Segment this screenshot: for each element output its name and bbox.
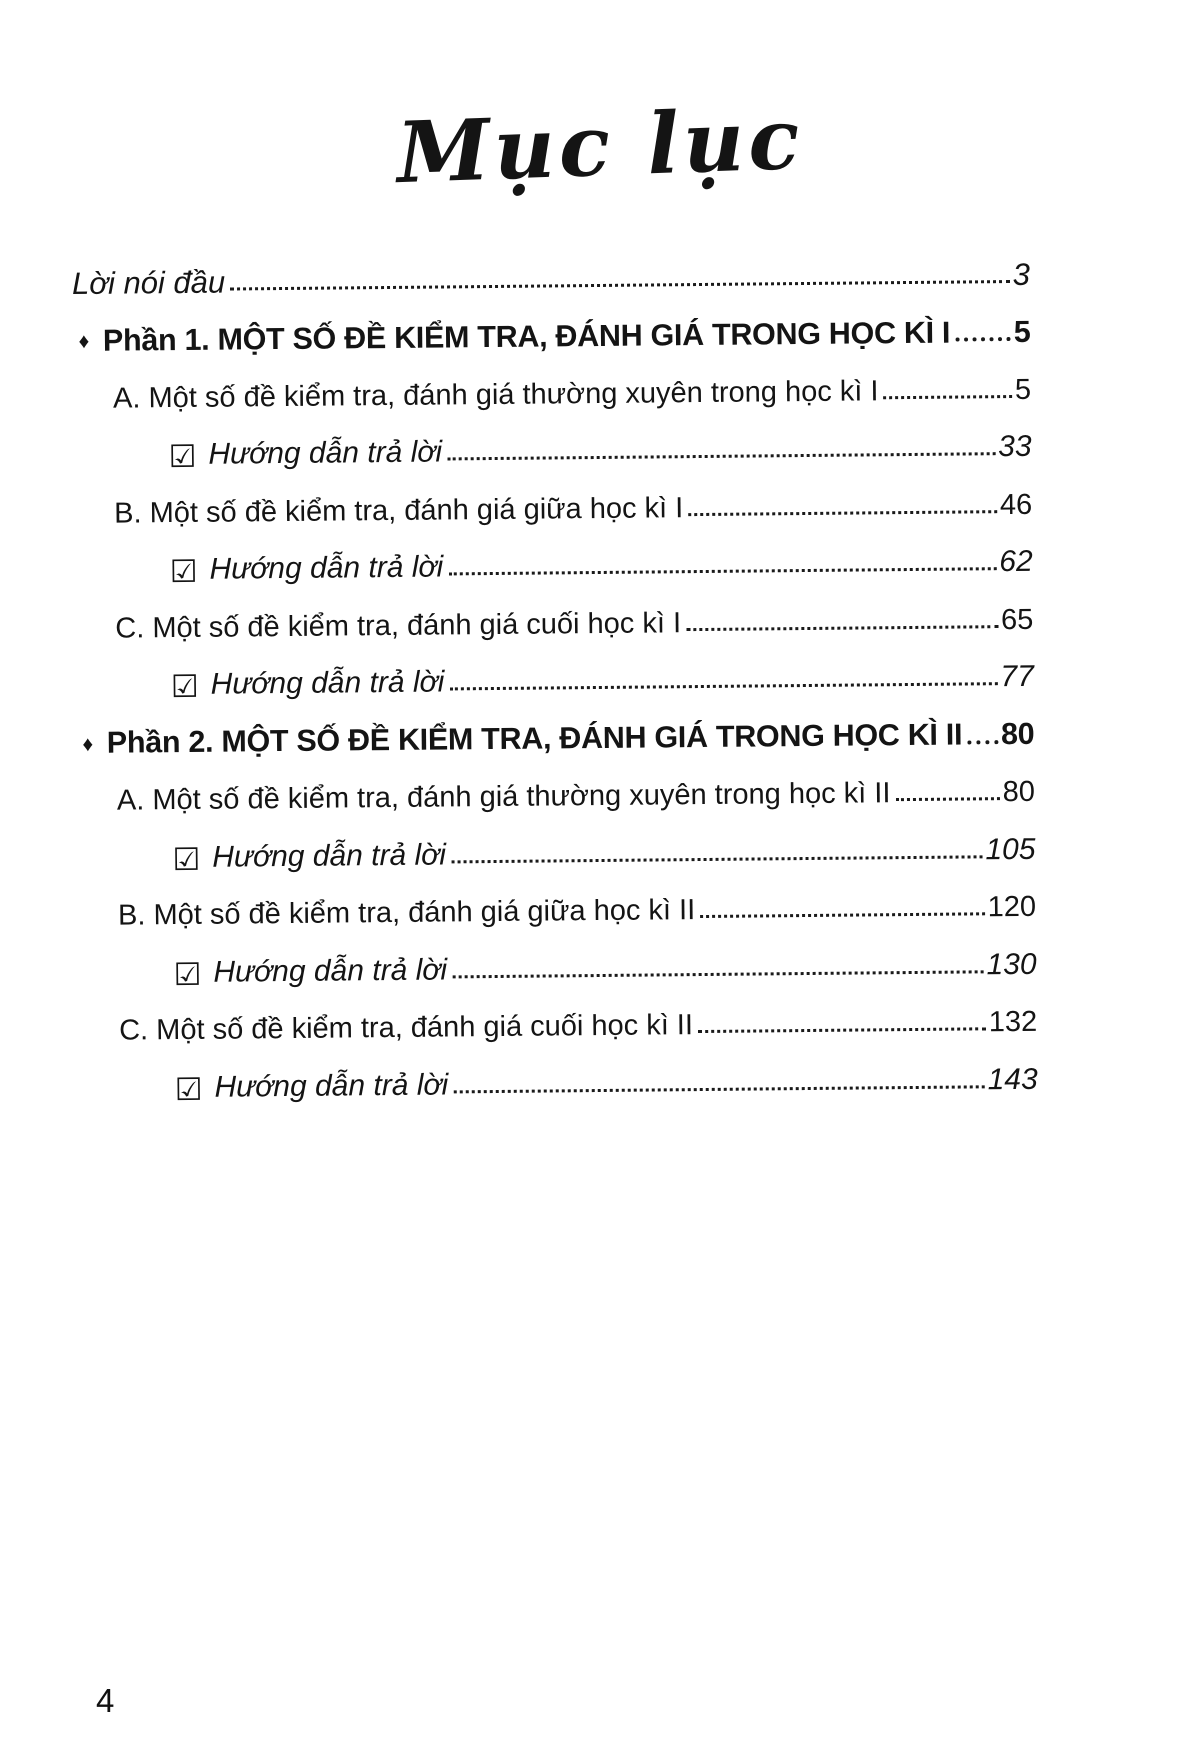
toc-entry-part-2 (76, 707, 1035, 774)
diamond-bullet-icon: ♦ (78, 329, 90, 353)
toc-entry-page: 132 (988, 1005, 1038, 1039)
toc-entry-page: 65 (1000, 603, 1034, 636)
toc-entry-page: 62 (999, 544, 1033, 579)
toc-entry-label: B. Một số đề kiểm tra, đánh giá giữa học kì II (117, 894, 696, 932)
toc-entry-page: 5 (1013, 314, 1031, 349)
dot-leader (967, 740, 998, 744)
table-of-contents (72, 247, 1038, 1119)
dot-leader (895, 797, 999, 801)
dot-leader (698, 1027, 986, 1033)
toc-entry-page: 46 (999, 488, 1033, 521)
page-number: 4 (96, 1682, 115, 1719)
checked-checkbox-icon: ☑ (173, 956, 202, 992)
toc-entry-page: 143 (987, 1062, 1038, 1096)
toc-entry-section (78, 879, 1037, 946)
toc-entry-label: B. Một số đề kiểm tra, đánh giá giữa học kì I (114, 491, 684, 530)
toc-entry-label: Hướng dẫn trả lời (213, 952, 448, 989)
checked-checkbox-icon: ☑ (168, 438, 197, 475)
toc-entry-guide (78, 937, 1037, 1004)
toc-entry-label: C. Một số đề kiểm tra, đánh giá cuối học kì II (119, 1009, 694, 1047)
dot-leader (700, 912, 984, 918)
toc-entry-guide (76, 649, 1035, 716)
checked-checkbox-icon: ☑ (174, 1071, 203, 1107)
toc-entry-page: 77 (1000, 659, 1034, 694)
dot-leader (230, 280, 1010, 290)
toc-entry-section (74, 477, 1033, 544)
toc-entry-page: 33 (998, 429, 1032, 464)
toc-entry-label: C. Một số đề kiểm tra, đánh giá cuối học kì I (115, 606, 682, 645)
toc-entry-section (79, 994, 1038, 1061)
dot-leader (451, 855, 982, 863)
toc-entry-guide (77, 822, 1036, 889)
toc-entry-page: 5 (1014, 373, 1032, 406)
toc-entry-page: 120 (987, 890, 1037, 924)
toc-entry-guide (74, 534, 1033, 601)
checked-checkbox-icon: ☑ (172, 841, 201, 877)
dot-leader (686, 625, 998, 631)
toc-entry-label: Hướng dẫn trả lời (208, 435, 443, 471)
dot-leader (447, 452, 995, 460)
checked-checkbox-icon: ☑ (169, 553, 198, 590)
checked-checkbox-icon: ☑ (170, 668, 199, 705)
toc-entry-intro (72, 247, 1031, 314)
toc-entry-page: 105 (985, 832, 1036, 866)
toc-entry-label: Phần 1. MỘT SỐ ĐỀ KIỂM TRA, ĐÁNH GIÁ TRONG HỌC KÌ I (102, 315, 951, 358)
toc-entry-label: Hướng dẫn trả lời (209, 550, 444, 586)
toc-entry-label: Hướng dẫn trả lời (212, 837, 447, 874)
dot-leader (955, 337, 1011, 342)
toc-entry-section (75, 592, 1034, 659)
dot-leader (449, 682, 997, 690)
diamond-bullet-icon: ♦ (82, 732, 93, 756)
dot-leader (448, 567, 996, 575)
dot-leader (884, 395, 1012, 399)
toc-entry-label: A. Một số đề kiểm tra, đánh giá thường xuyên trong học kì I (112, 374, 879, 415)
toc-entry-page: 80 (1000, 716, 1035, 752)
toc-entry-page: 130 (986, 947, 1037, 981)
toc-entry-label: Lời nói đầu (71, 264, 226, 301)
toc-entry-page: 80 (1002, 775, 1036, 809)
toc-entry-label: Hướng dẫn trả lời (214, 1067, 449, 1104)
dot-leader (688, 510, 997, 516)
toc-entry-part-1 (72, 304, 1031, 371)
toc-entry-label: Hướng dẫn trả lời (210, 665, 445, 701)
dot-leader (452, 970, 983, 978)
toc-entry-section (77, 764, 1036, 831)
page-title: Mục lục (395, 88, 805, 203)
dot-leader (453, 1085, 984, 1093)
toc-entry-section (73, 362, 1032, 429)
toc-entry-guide (73, 419, 1032, 486)
toc-entry-guide (79, 1052, 1038, 1119)
toc-entry-page: 3 (1012, 256, 1031, 292)
toc-entry-label: Phần 2. MỘT SỐ ĐỀ KIỂM TRA, ĐÁNH GIÁ TRONG HỌC KÌ II (106, 717, 963, 760)
toc-entry-label: A. Một số đề kiểm tra, đánh giá thường xuyên trong học kì II (116, 777, 891, 817)
